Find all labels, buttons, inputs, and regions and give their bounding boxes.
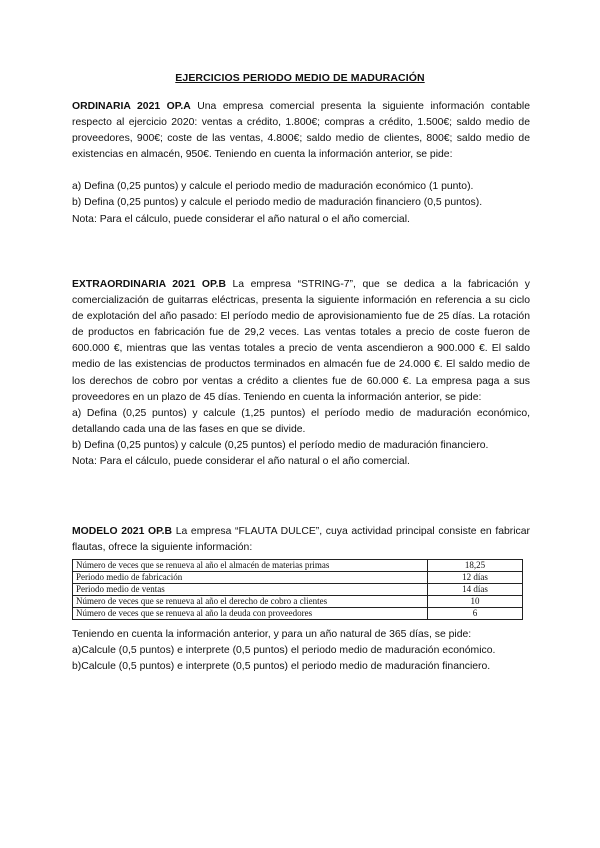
exercise-intro (72, 277, 530, 406)
exercise-intro (72, 524, 530, 556)
table-cell-label: Periodo medio de fabricación (73, 572, 428, 584)
table-cell-value: 18,25 (428, 560, 523, 572)
data-table (72, 559, 523, 620)
table-row (73, 572, 523, 584)
exercise-heading: MODELO 2021 OP.B (72, 526, 173, 537)
exercise-heading: ORDINARIA 2021 OP.A (72, 101, 191, 112)
table-row (73, 596, 523, 608)
page-title: EJERCICIOS PERIODO MEDIO DE MADURACIÓN (175, 72, 425, 84)
question-b: b) Defina (0,25 puntos) y calcule (0,25 puntos) el período medio de maduración financiero. (72, 439, 489, 451)
table-row (73, 560, 523, 572)
table-cell-label: Número de veces que se renueva al año la deuda con proveedores (73, 608, 428, 620)
table-cell-value: 10 (428, 596, 523, 608)
exercise-intro-text: Una empresa comercial presenta la siguiente información contable respecto al ejercicio 2020: ventas a crédito, 1.800€; compras a crédito, 1.500€; saldo medio de proveedores, 900€; coste de las ventas, 4.800€; saldo medio de clientes, 800€; saldo medio de existencias en almacén, 950€. Teniendo en cuenta la información anterior, se pide: (72, 101, 530, 161)
table-cell-label: Periodo medio de ventas (73, 584, 428, 596)
table-cell-label: Número de veces que se renueva al año el derecho de cobro a clientes (73, 596, 428, 608)
question-b: b) Defina (0,25 puntos) y calcule el periodo medio de maduración financiero (0,5 puntos). (72, 197, 483, 209)
exercise-intro-text: La empresa “STRING-7”, que se dedica a la fabricación y comercialización de guitarras eléctricas, presenta la siguiente información en referencia a su ciclo de explotación del año pasado: El período medio de aprovisionamiento fue de 25 días. La rotación de productos en fabricación fue de 29,2 veces. Las ventas totales a precio de coste fueron de 600.000 €, mientras que las ventas totales a precio de venta ascendieron a 900.000 €. El saldo medio de las existencias de productos terminados en almacén fue de 24.000 €. El saldo medio de los derechos de cobro por ventas a crédito a clientes fue de 60.000 €. La empresa paga a sus proveedores en un plazo de 45 días. Teniendo en cuenta la información anterior, se pide: (72, 279, 530, 403)
question-b: b)Calcule (0,5 puntos) e interprete (0,5 puntos) el periodo medio de maduración financiero. (72, 661, 491, 673)
table-cell-label: Número de veces que se renueva al año el almacén de materias primas (73, 560, 428, 572)
question-a: a) Defina (0,25 puntos) y calcule (1,25 puntos) el período medio de maduración económico, detallando cada una de las fases en que se divide. (72, 407, 530, 435)
question-a: a)Calcule (0,5 puntos) e interprete (0,5 puntos) el periodo medio de maduración económico. (72, 645, 496, 657)
note: Nota: Para el cálculo, puede considerar el año natural o el año comercial. (72, 213, 410, 225)
table-cell-value: 14 días (428, 584, 523, 596)
follow-up-text: Teniendo en cuenta la información anterior, y para un año natural de 365 días, se pide: (72, 629, 472, 641)
exercise-intro (72, 99, 530, 163)
exercise-extraordinaria (72, 277, 530, 470)
table-cell-value: 12 días (428, 572, 523, 584)
table-row (73, 584, 523, 596)
note: Nota: Para el cálculo, puede considerar el año natural o el año comercial. (72, 456, 410, 468)
table-row (73, 608, 523, 620)
table-cell-value: 6 (428, 608, 523, 620)
question-a: a) Defina (0,25 puntos) y calcule el periodo medio de maduración económico (1 punto). (72, 181, 474, 193)
exercise-intro-text: La empresa “FLAUTA DULCE”, cuya actividad principal consiste en fabricar flautas, ofrece la siguiente información: (72, 526, 530, 554)
exercise-ordinaria (72, 99, 530, 228)
exercise-heading: EXTRAORDINARIA 2021 OP.B (72, 279, 226, 290)
exercise-modelo (72, 524, 530, 675)
